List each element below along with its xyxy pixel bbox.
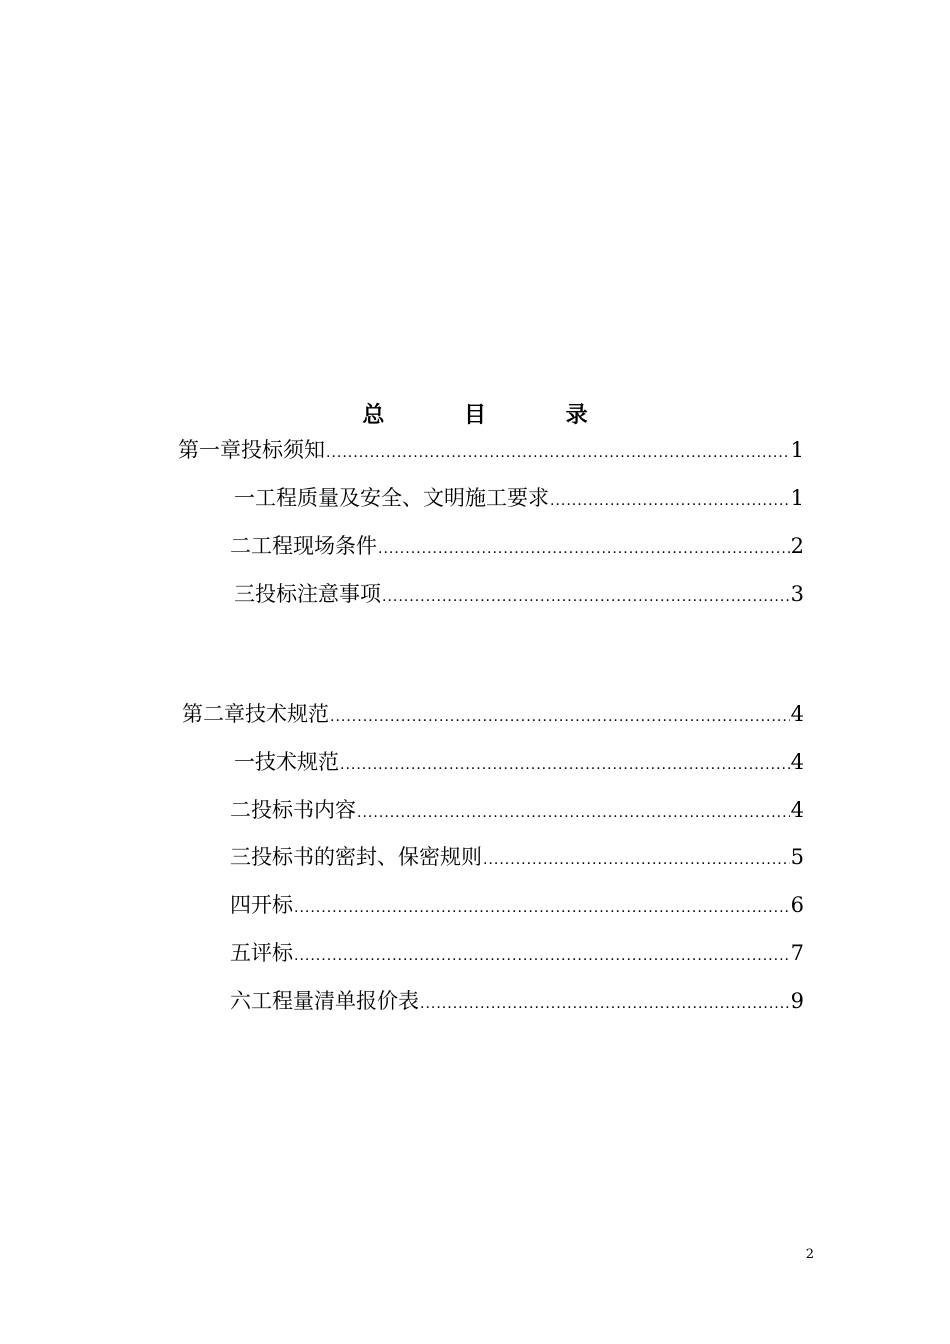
item-number: 一 [234,486,255,510]
item-page: 3 [790,582,804,606]
toc-item-2-3[interactable] [230,841,804,871]
dot-leader [382,589,790,605]
item-number: 二 [230,534,251,558]
toc-item-2-1[interactable] [234,746,804,776]
item-page: 1 [790,486,804,510]
item-title: 技术规范 [255,750,339,774]
toc-item-2-2[interactable] [230,794,804,824]
item-page: 7 [790,941,804,965]
dot-leader [378,541,790,557]
item-page: 9 [790,989,804,1013]
chapter-page: 1 [790,438,804,462]
item-page: 4 [790,750,804,774]
dot-leader [483,852,790,868]
item-title: 工程质量及安全、文明施工要求 [255,486,549,510]
toc-item-2-6[interactable] [230,985,804,1015]
item-page: 2 [790,534,804,558]
chapter-page: 4 [790,702,804,726]
item-number: 三 [234,582,255,606]
dot-leader [357,805,790,821]
item-number: 二 [230,798,251,822]
item-number: 五 [230,941,251,965]
item-number: 六 [230,989,251,1013]
dot-leader [330,709,790,725]
toc-item-2-4[interactable] [230,889,804,919]
toc-item-1-2[interactable] [230,530,804,560]
toc-item-2-5[interactable] [230,937,804,967]
dot-leader [294,900,790,916]
item-title: 工程现场条件 [251,534,377,558]
item-page: 5 [790,845,804,869]
item-title: 投标注意事项 [255,582,381,606]
item-title: 投标书内容 [251,798,356,822]
chapter-title: 投标须知 [241,438,325,462]
item-number: 三 [230,845,251,869]
item-number: 四 [230,893,251,917]
item-title: 工程量清单报价表 [251,989,419,1013]
item-title: 开标 [251,893,293,917]
dot-leader [550,493,790,509]
chapter-label: 第二章 [182,702,245,726]
item-title: 评标 [251,941,293,965]
item-page: 6 [790,893,804,917]
dot-leader [294,948,790,964]
item-number: 一 [234,750,255,774]
chapter-label: 第一章 [178,438,241,462]
page-number: 2 [805,1247,814,1262]
toc-item-1-3[interactable] [234,578,804,608]
item-page: 4 [790,798,804,822]
toc-item-1-1[interactable] [234,482,804,512]
dot-leader [420,996,790,1012]
chapter-title: 技术规范 [245,702,329,726]
dot-leader [340,757,790,773]
dot-leader [326,445,790,461]
toc-chapter-2[interactable] [182,698,804,728]
item-title: 投标书的密封、保密规则 [251,845,482,869]
toc-title: 总 目 录 [362,403,624,428]
toc-chapter-1[interactable] [178,434,804,464]
